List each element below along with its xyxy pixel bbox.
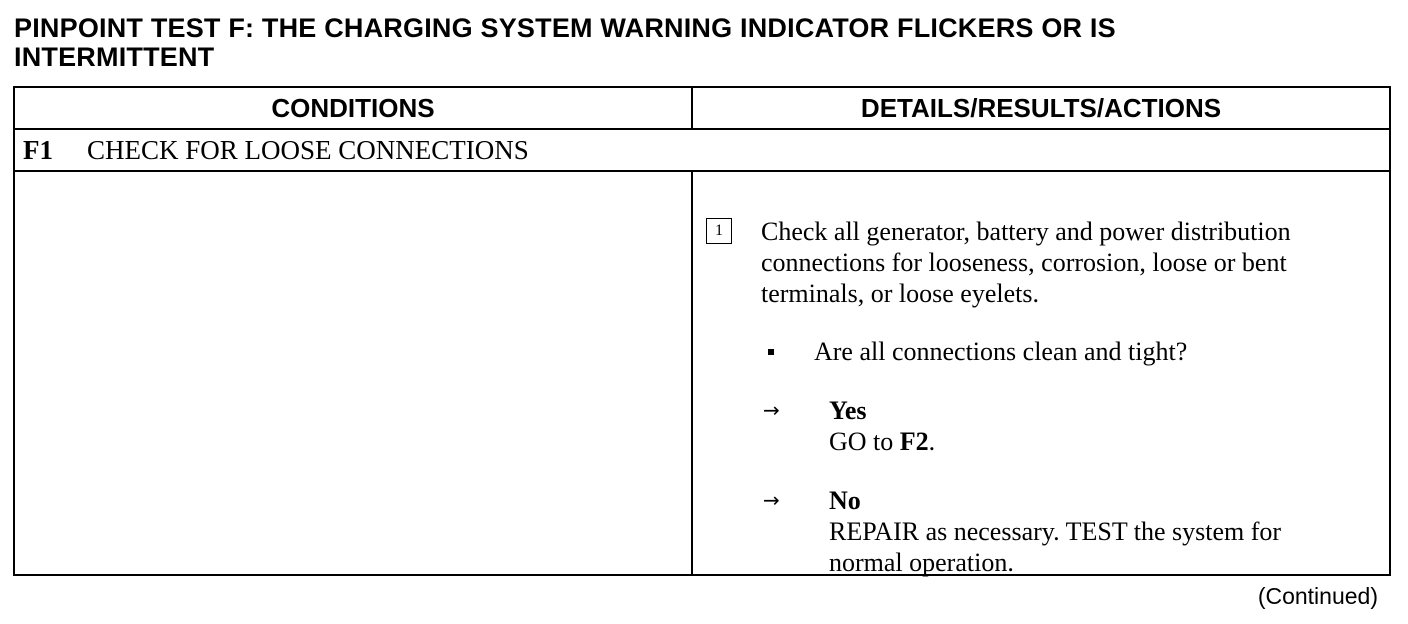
continued-note: (Continued) <box>1257 583 1378 609</box>
question-item <box>768 336 1187 367</box>
instruction-line-1: Check all generator, battery and power distribution <box>761 217 1291 246</box>
instruction-line-2: connections for looseness, corrosion, loose or bent <box>761 248 1287 277</box>
instruction-line-3: terminals, or loose eyelets. <box>761 279 1039 308</box>
yes-action-suffix: . <box>928 427 936 456</box>
step-row <box>15 130 1389 172</box>
yes-action-prefix: GO to <box>829 427 900 456</box>
conditions-cell <box>15 172 693 574</box>
step-name: CHECK FOR LOOSE CONNECTIONS <box>87 134 529 165</box>
yes-label: Yes <box>829 396 867 425</box>
details-cell <box>693 172 1389 577</box>
title-line-2: INTERMITTENT <box>14 42 215 72</box>
details-header: DETAILS/RESULTS/ACTIONS <box>693 88 1389 130</box>
no-label: No <box>829 486 861 515</box>
no-branch <box>763 485 1389 578</box>
no-action-line-2: normal operation. <box>829 548 1014 577</box>
yes-action-target: F2 <box>899 427 929 456</box>
page-title <box>14 14 1384 72</box>
step-id: F1 <box>23 134 53 165</box>
right-arrow-icon: → <box>763 488 780 512</box>
bullet-icon <box>768 349 774 355</box>
yes-action <box>829 426 1389 457</box>
no-action-line-1: REPAIR as necessary. TEST the system for <box>829 517 1282 546</box>
step-number-box: 1 <box>706 218 732 244</box>
title-line-1: PINPOINT TEST F: THE CHARGING SYSTEM WARNING INDICATOR FLICKERS OR IS <box>14 13 1116 43</box>
question-text: Are all connections clean and tight? <box>814 337 1188 366</box>
right-arrow-icon: → <box>763 398 780 422</box>
conditions-header: CONDITIONS <box>15 88 693 130</box>
instruction-text <box>761 216 1385 309</box>
yes-branch <box>763 395 1389 457</box>
pinpoint-test-table <box>13 86 1391 576</box>
